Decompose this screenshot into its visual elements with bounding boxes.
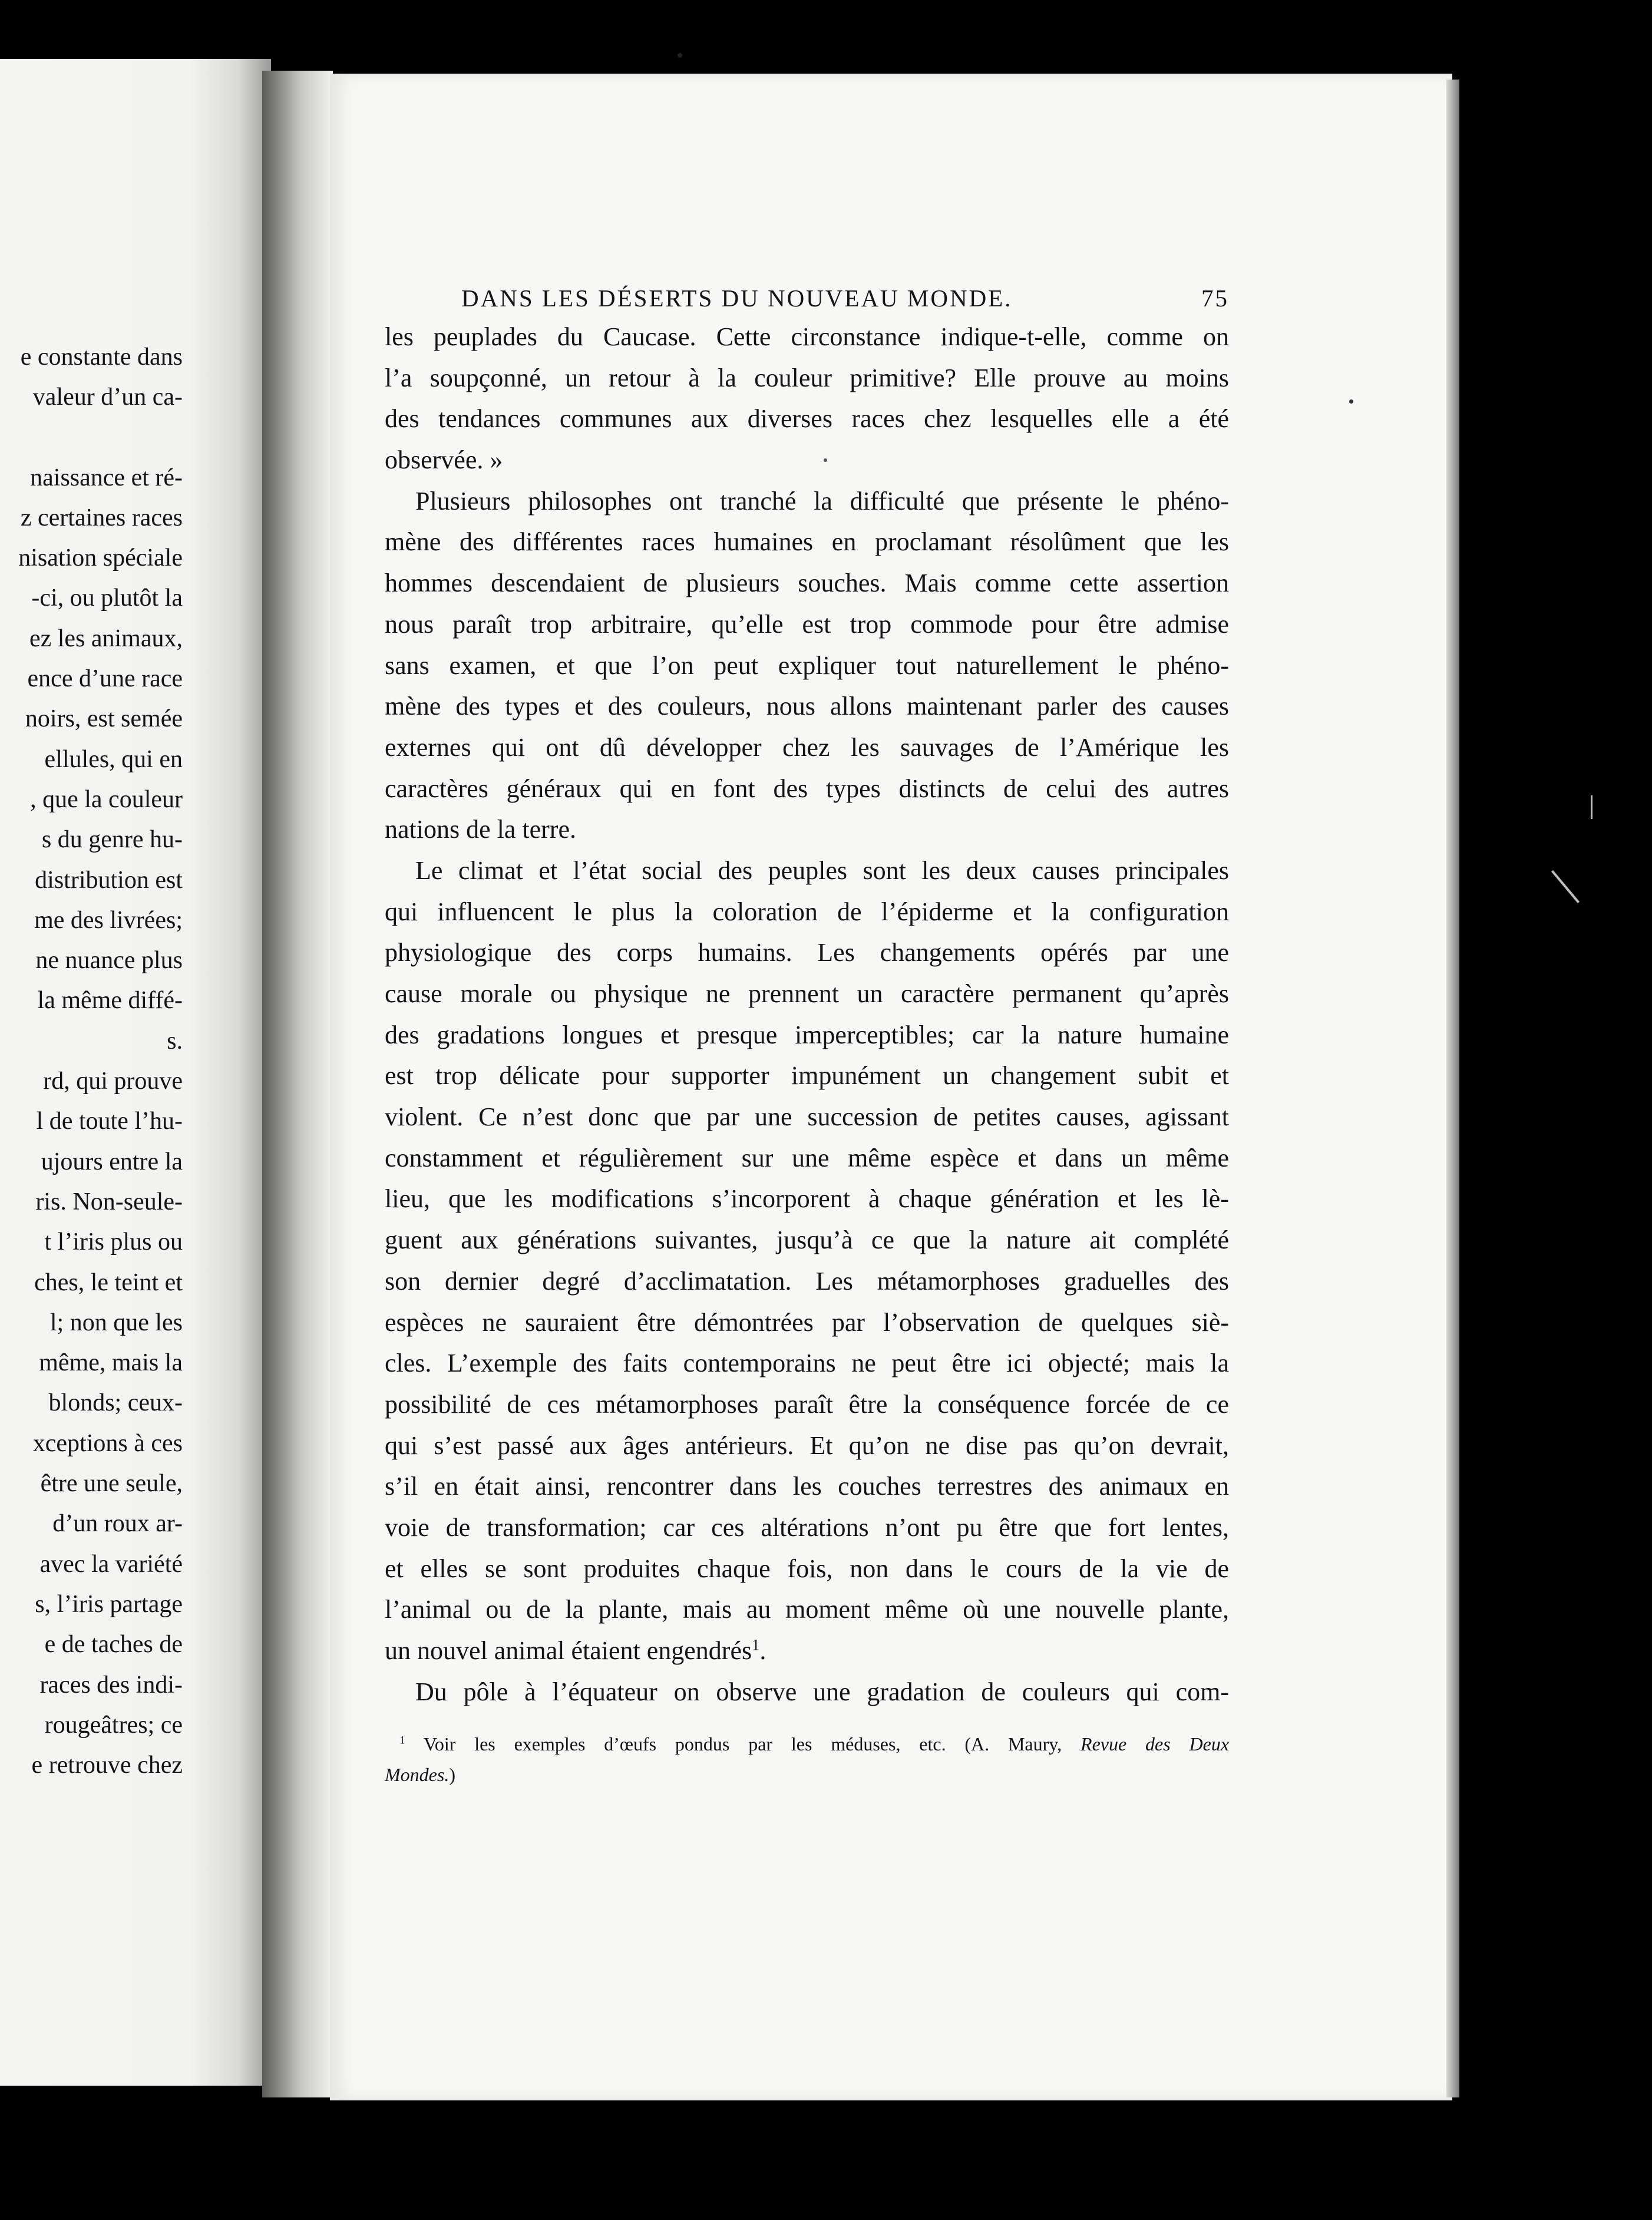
body-line-text: mène des types et des couleurs, nous allons maintenant parler des causes (385, 692, 1229, 721)
footnote-line-2 (385, 1759, 1229, 1790)
left-page-line: même, mais la (39, 1349, 183, 1377)
page-text-block (385, 280, 1229, 1790)
left-page-line: t l’iris plus ou (44, 1228, 183, 1256)
body-line (385, 1630, 1229, 1671)
body-line-text: Le climat et l’état social des peuples sont les deux causes principales (415, 855, 1229, 885)
body-line (385, 1466, 1229, 1507)
scan-artifact (1591, 795, 1592, 819)
scan-speck (824, 458, 827, 462)
body-line (385, 809, 1229, 850)
scan-speck (1349, 399, 1353, 404)
body-line (385, 1589, 1229, 1630)
scan-artifact (1551, 870, 1580, 903)
body-line-text: mène des différentes races humaines en proclamant résolûment que les (385, 527, 1229, 557)
body-line-text: externes qui ont dû développer chez les sauvages de l’Amérique les (385, 732, 1229, 762)
body-line-text: et elles se sont produites chaque fois, non dans le cours de la vie de (385, 1554, 1229, 1583)
body-line-text: est trop délicate pour supporter impunément un changement subit et (385, 1061, 1229, 1091)
left-page-line: noirs, est semée (25, 705, 183, 733)
body-line-text: violent. Ce n’est donc que par une succession de petites causes, agissant (385, 1102, 1229, 1132)
left-page-line: me des livrées; (34, 906, 183, 934)
left-page-line: nisation spéciale (18, 544, 183, 572)
body-line (385, 1343, 1229, 1384)
body-line (385, 563, 1229, 604)
footnote (385, 1729, 1229, 1790)
body-line (385, 1548, 1229, 1590)
body-line-text: son dernier degré d’acclimatation. Les métamorphoses graduelles des (385, 1266, 1229, 1296)
left-page-line: races des indi- (39, 1671, 183, 1699)
body-line-text: l’animal ou de la plante, mais au moment même où une nouvelle plante, (385, 1595, 1229, 1624)
body-line (385, 768, 1229, 810)
body-line-text: Du pôle à l’équateur on observe une gradation de couleurs qui com- (415, 1677, 1229, 1706)
body-line-text: guent aux générations suivantes, jusqu’à ce que la nature ait complété (385, 1225, 1229, 1255)
body-line (385, 932, 1229, 973)
left-page-line: distribution est (35, 866, 183, 894)
body-line-text: voie de transformation; car ces altérations n’ont pu être que fort lentes, (385, 1512, 1229, 1542)
left-page-line: ence d’une race (27, 665, 183, 693)
body-line (385, 850, 1229, 891)
body-line (385, 1178, 1229, 1220)
body-line-text: espèces ne sauraient être démontrées par l’observation de quelques siè- (385, 1307, 1229, 1337)
body-line (385, 1425, 1229, 1466)
body-line (385, 521, 1229, 563)
body-line-text: qui influencent le plus la coloration de l’épiderme et la configuration (385, 897, 1229, 926)
body-line (385, 1220, 1229, 1261)
body-line (385, 1261, 1229, 1302)
body-line (385, 686, 1229, 727)
left-page-line: avec la variété (39, 1550, 183, 1578)
body-line-text: des gradations longues et presque imperceptibles; car la nature humaine (385, 1020, 1229, 1049)
left-page-line: e de taches de (44, 1631, 183, 1659)
body-line (385, 1055, 1229, 1096)
body-line (385, 398, 1229, 440)
body-line (385, 1384, 1229, 1425)
left-page-line: , que la couleur (30, 785, 183, 813)
body-line (385, 973, 1229, 1015)
left-page-line: ne nuance plus (35, 947, 183, 974)
body-line (385, 440, 1229, 481)
body-line-text: un nouvel animal étaient engendrés (385, 1636, 752, 1665)
body-line (385, 481, 1229, 522)
left-page-line (0, 418, 183, 458)
body-line-text: physiologique des corps humains. Les changements opérés par une (385, 938, 1229, 967)
body-line-text: nous paraît trop arbitraire, qu’elle est trop commode pour être admise (385, 609, 1229, 639)
footnote-line-1 (385, 1729, 1229, 1759)
footnote-marker: 1 (399, 1734, 405, 1747)
body-text (385, 316, 1229, 1712)
left-page-line: ez les animaux, (29, 625, 183, 652)
body-line (385, 358, 1229, 399)
footnote-reference: 1 (752, 1636, 760, 1654)
left-page-line: ellules, qui en (44, 745, 183, 773)
left-page-line: ris. Non-seule- (35, 1188, 183, 1215)
left-page-line: ujours entre la (41, 1148, 183, 1175)
body-line-text: des tendances communes aux diverses races chez lesquelles elle a été (385, 404, 1229, 434)
footnote-close-paren: ) (449, 1764, 455, 1786)
body-line-text: possibilité de ces métamorphoses paraît être la conséquence forcée de ce (385, 1389, 1229, 1419)
page-edge-shadow (1446, 80, 1459, 2097)
body-line (385, 1671, 1229, 1713)
footnote-source-title: Revue des Deux (1081, 1733, 1230, 1755)
body-line (385, 891, 1229, 933)
facing-page-left (0, 59, 271, 2086)
body-line-text: l’a soupçonné, un retour à la couleur primitive? Elle prouve au moins (385, 363, 1229, 392)
body-line-text: s’il en était ainsi, rencontrer dans les couches terrestres des animaux en (385, 1472, 1229, 1501)
body-line (385, 1138, 1229, 1179)
left-page-line: la même diffé- (37, 987, 183, 1015)
book-gutter-shadow (262, 71, 333, 2097)
left-page-line: naissance et ré- (30, 464, 183, 491)
body-line-text: qui s’est passé aux âges antérieurs. Et qu’on ne dise pas qu’on devrait, (385, 1431, 1229, 1460)
left-page-line: ches, le teint et (34, 1268, 183, 1296)
page-number: 75 (1201, 285, 1229, 312)
left-page-line: s, l’iris partage (35, 1590, 183, 1618)
body-line (385, 645, 1229, 686)
left-page-line: z certaines races (20, 504, 183, 531)
left-page-line: e retrouve chez (31, 1752, 183, 1779)
body-line-text: caractères généraux qui en font des types distincts de celui des autres (385, 774, 1229, 803)
body-line (385, 727, 1229, 768)
body-line-text: cause morale ou physique ne prennent un caractère permanent qu’après (385, 979, 1229, 1008)
running-head (385, 280, 1229, 316)
left-page-line: s du genre hu- (41, 826, 183, 854)
body-line (385, 1096, 1229, 1138)
body-line-text: constamment et régulièrement sur une même espèce et dans un même (385, 1143, 1229, 1172)
left-page-line: l; non que les (49, 1309, 183, 1336)
page-75 (330, 74, 1452, 2100)
left-page-line: blonds; ceux- (48, 1389, 183, 1417)
running-head-title: DANS LES DÉSERTS DU NOUVEAU MONDE. (461, 285, 1013, 312)
left-page-line: l de toute l’hu- (36, 1108, 183, 1135)
left-page-line: être une seule, (40, 1470, 183, 1498)
body-line (385, 316, 1229, 358)
body-line (385, 1507, 1229, 1548)
left-page-line: xceptions à ces (32, 1429, 183, 1457)
body-line-text: les peuplades du Caucase. Cette circonstance indique-t-elle, comme on (385, 322, 1229, 351)
left-page-line: rd, qui prouve (43, 1068, 183, 1095)
scan-speck (678, 53, 682, 58)
body-line-text: Plusieurs philosophes ont tranché la difficulté que présente le phéno- (415, 486, 1229, 516)
body-line-text: sans examen, et que l’on peut expliquer tout naturellement le phéno- (385, 650, 1229, 680)
body-line-text: observée. » (385, 445, 503, 475)
left-page-line: -ci, ou plutôt la (31, 584, 183, 612)
left-page-line: valeur d’un ca- (32, 384, 183, 411)
body-line (385, 1302, 1229, 1343)
body-line-text: hommes descendaient de plusieurs souches. Mais comme cette assertion (385, 569, 1229, 598)
left-page-line: rougeâtres; ce (44, 1711, 183, 1739)
body-line-text: cles. L’exemple des faits contemporains ne peut être ici objecté; mais la (385, 1349, 1229, 1378)
body-line-text: lieu, que les modifications s’incorporent à chaque génération et les lè- (385, 1184, 1229, 1214)
body-line-text: nations de la terre. (385, 815, 576, 844)
body-line (385, 1015, 1229, 1056)
left-page-text (0, 337, 183, 1785)
left-page-line: d’un roux ar- (52, 1510, 183, 1538)
left-page-line: s. (167, 1027, 183, 1055)
left-page-line: e constante dans (20, 343, 183, 371)
body-line (385, 604, 1229, 645)
footnote-source-title-cont: Mondes. (385, 1764, 450, 1786)
footnote-text: Voir les exemples d’œufs pondus par les méduses, etc. (A. Maury, (423, 1733, 1062, 1755)
body-line-punctuation: . (759, 1636, 766, 1665)
